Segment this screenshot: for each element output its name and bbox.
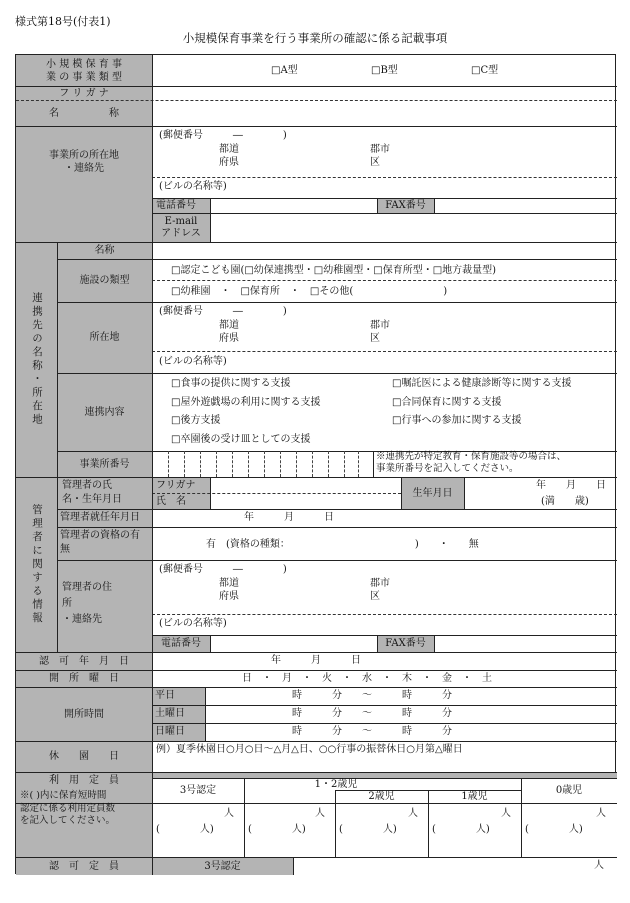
cap-age0-short[interactable]: ( 人) <box>525 824 583 835</box>
gunshi-label: 郡市 <box>370 144 390 155</box>
open-days-field[interactable]: 日 ・ 月 ・ 火 ・ 水 ・ 木 ・ 金 ・ 土 <box>242 673 492 684</box>
cap-age1-short[interactable]: ( 人) <box>432 824 490 835</box>
manager-tel-label: 電話番号 <box>161 638 201 649</box>
manager-fax-label: FAX番号 <box>385 638 426 649</box>
cap-type3-count[interactable]: 人 <box>224 808 234 819</box>
holiday-field[interactable]: 例）夏季休園日○月○日～△月△日、○○行事の振替休日○月第△曜日 <box>156 744 463 755</box>
capacity-label: 利 用 定 員 <box>49 775 119 786</box>
form-title: 小規模保育事業を行う事業所の確認に係る記載事項 <box>182 31 448 45</box>
cap-age2-short[interactable]: ( 人) <box>339 824 397 835</box>
manager-birthdate-field[interactable]: 年 月 日 <box>536 480 606 491</box>
partner-section-label: 連携先の名称・所在地 <box>31 292 43 427</box>
cap-type3-short[interactable]: ( 人) <box>156 824 214 835</box>
tel-label: 電話番号 <box>156 200 196 211</box>
manager-qual-label: 管理者の資格の有 無 <box>60 530 140 555</box>
partner-fuken-label: 府県 <box>219 333 239 344</box>
type-a-checkbox[interactable]: □A型 <box>271 65 298 76</box>
form-table <box>15 54 616 874</box>
holiday-label: 休 園 日 <box>49 751 119 762</box>
partner-gunshi-label: 郡市 <box>370 320 390 331</box>
fuken-label: 府県 <box>219 157 239 168</box>
cap-age2-count[interactable]: 人 <box>408 808 418 819</box>
support-playground-checkbox[interactable]: □屋外遊戯場の利用に関する支援 <box>171 397 321 408</box>
approval-date-label: 認 可 年 月 日 <box>39 655 129 667</box>
manager-qual-field[interactable]: 有 (資格の種類： ) ・ 無 <box>206 539 479 550</box>
partner-name-label: 名称 <box>94 245 115 256</box>
kind-other-option[interactable]: □幼稚園 ・ □保育所 ・ □その他( ) <box>171 286 448 297</box>
weekday-label: 平日 <box>155 690 175 701</box>
manager-shimei-label: 氏 名 <box>156 496 186 507</box>
email-label: E-mail アドレス <box>161 215 201 239</box>
manager-postal-field[interactable]: (郵便番号 ― ) <box>159 564 287 575</box>
support-health-checkbox[interactable]: □嘱託医による健康診断等に関する支援 <box>392 378 572 389</box>
office-number-note: ※連携先が特定教育・保育施設等の場合は、 事業所番号を記入してください。 <box>376 451 567 474</box>
manager-gunshi-label: 郡市 <box>370 578 390 589</box>
licensed-capacity-label: 認 可 定 員 <box>49 860 119 872</box>
type-c-checkbox[interactable]: □C型 <box>471 65 499 76</box>
ku-label: 区 <box>370 157 380 168</box>
support-joint-care-checkbox[interactable]: □合同保育に関する支援 <box>392 397 502 408</box>
support-meal-checkbox[interactable]: □食事の提供に関する支援 <box>171 378 291 389</box>
postal-code-field[interactable]: (郵便番号 ― ) <box>159 130 287 141</box>
sunday-hours-field[interactable]: 時 分 ～ 時 分 <box>292 726 452 737</box>
capacity-type3-header: 3号認定 <box>179 785 217 796</box>
manager-since-label: 管理者就任年月日 <box>60 512 140 523</box>
facility-name-label: 名 称 <box>49 107 119 119</box>
business-type-label: 小 規 模 保 育 事 業 の 事 業 類 型 <box>46 58 122 83</box>
partner-location-label: 所在地 <box>89 332 120 343</box>
partner-kind-label: 施設の類型 <box>79 275 130 286</box>
type-b-checkbox[interactable]: □B型 <box>371 65 398 76</box>
partner-ku-label: 区 <box>370 333 380 344</box>
saturday-hours-field[interactable]: 時 分 ～ 時 分 <box>292 708 452 719</box>
capacity-age0-header: 0歳児 <box>555 785 583 796</box>
office-number-label: 事業所番号 <box>79 458 130 470</box>
weekday-hours-field[interactable]: 時 分 ～ 時 分 <box>292 690 452 701</box>
licensed-capacity-field[interactable]: 人 <box>594 860 604 871</box>
fax-label: FAX番号 <box>385 200 426 211</box>
capacity-note: ※( )内に保育短時間 認定に係る利用定員数 を記入してください。 <box>20 790 116 826</box>
partner-postal-field[interactable]: (郵便番号 ― ) <box>159 306 287 317</box>
manager-birth-label: 生年月日 <box>412 487 453 499</box>
manager-fuken-label: 府県 <box>219 591 239 602</box>
manager-building-field[interactable]: (ビルの名称等) <box>159 618 227 629</box>
manager-age-field[interactable]: (満 歳) <box>541 496 589 507</box>
office-address-label: 事業所の所在地 ・連絡先 <box>49 150 119 174</box>
capacity-age12-header: 1・2歳児 <box>314 778 358 790</box>
open-days-label: 開 所 曜 日 <box>49 673 119 684</box>
todo-label: 都道 <box>219 144 239 155</box>
cap-age1-count[interactable]: 人 <box>501 808 511 819</box>
manager-section-label: 管理者に関する情報 <box>31 503 43 626</box>
support-backup-checkbox[interactable]: □後方支援 <box>171 415 221 426</box>
manager-furigana-label: フリガナ <box>156 480 196 491</box>
cap-age12-short[interactable]: ( 人) <box>248 824 306 835</box>
partner-building-field[interactable]: (ビルの名称等) <box>159 356 227 367</box>
approval-date-field[interactable]: 年 月 日 <box>271 655 361 666</box>
manager-address-label: 管理者の住 所 ・連絡先 <box>62 582 112 625</box>
cap-age0-count[interactable]: 人 <box>596 808 606 819</box>
partner-content-label: 連携内容 <box>84 406 125 418</box>
building-field[interactable]: (ビルの名称等) <box>159 181 227 192</box>
capacity-age1-header: 1歳児 <box>461 791 488 802</box>
support-graduate-checkbox[interactable]: □卒園後の受け皿としての支援 <box>171 434 311 445</box>
licensed-type3-label: 3号認定 <box>204 860 241 872</box>
saturday-label: 土曜日 <box>155 708 185 719</box>
cap-age12-count[interactable]: 人 <box>315 808 325 819</box>
manager-todo-label: 都道 <box>219 578 239 589</box>
manager-name-label: 管理者の氏 名・生年月日 <box>62 480 122 505</box>
sunday-label: 日曜日 <box>155 726 185 737</box>
capacity-age2-header: 2歳児 <box>368 791 395 802</box>
partner-todo-label: 都道 <box>219 320 239 331</box>
open-hours-label: 開所時間 <box>64 708 104 720</box>
manager-ku-label: 区 <box>370 591 380 602</box>
furigana-label: フ リ ガ ナ <box>59 87 109 99</box>
manager-since-field[interactable]: 年 月 日 <box>244 512 334 523</box>
support-event-checkbox[interactable]: □行事への参加に関する支援 <box>392 415 522 426</box>
form-number: 様式第18号(付表1) <box>15 15 111 28</box>
kind-kodomoen-option[interactable]: □認定こども園(□幼保連携型・□幼稚園型・□保育所型・□地方裁量型) <box>171 265 497 276</box>
